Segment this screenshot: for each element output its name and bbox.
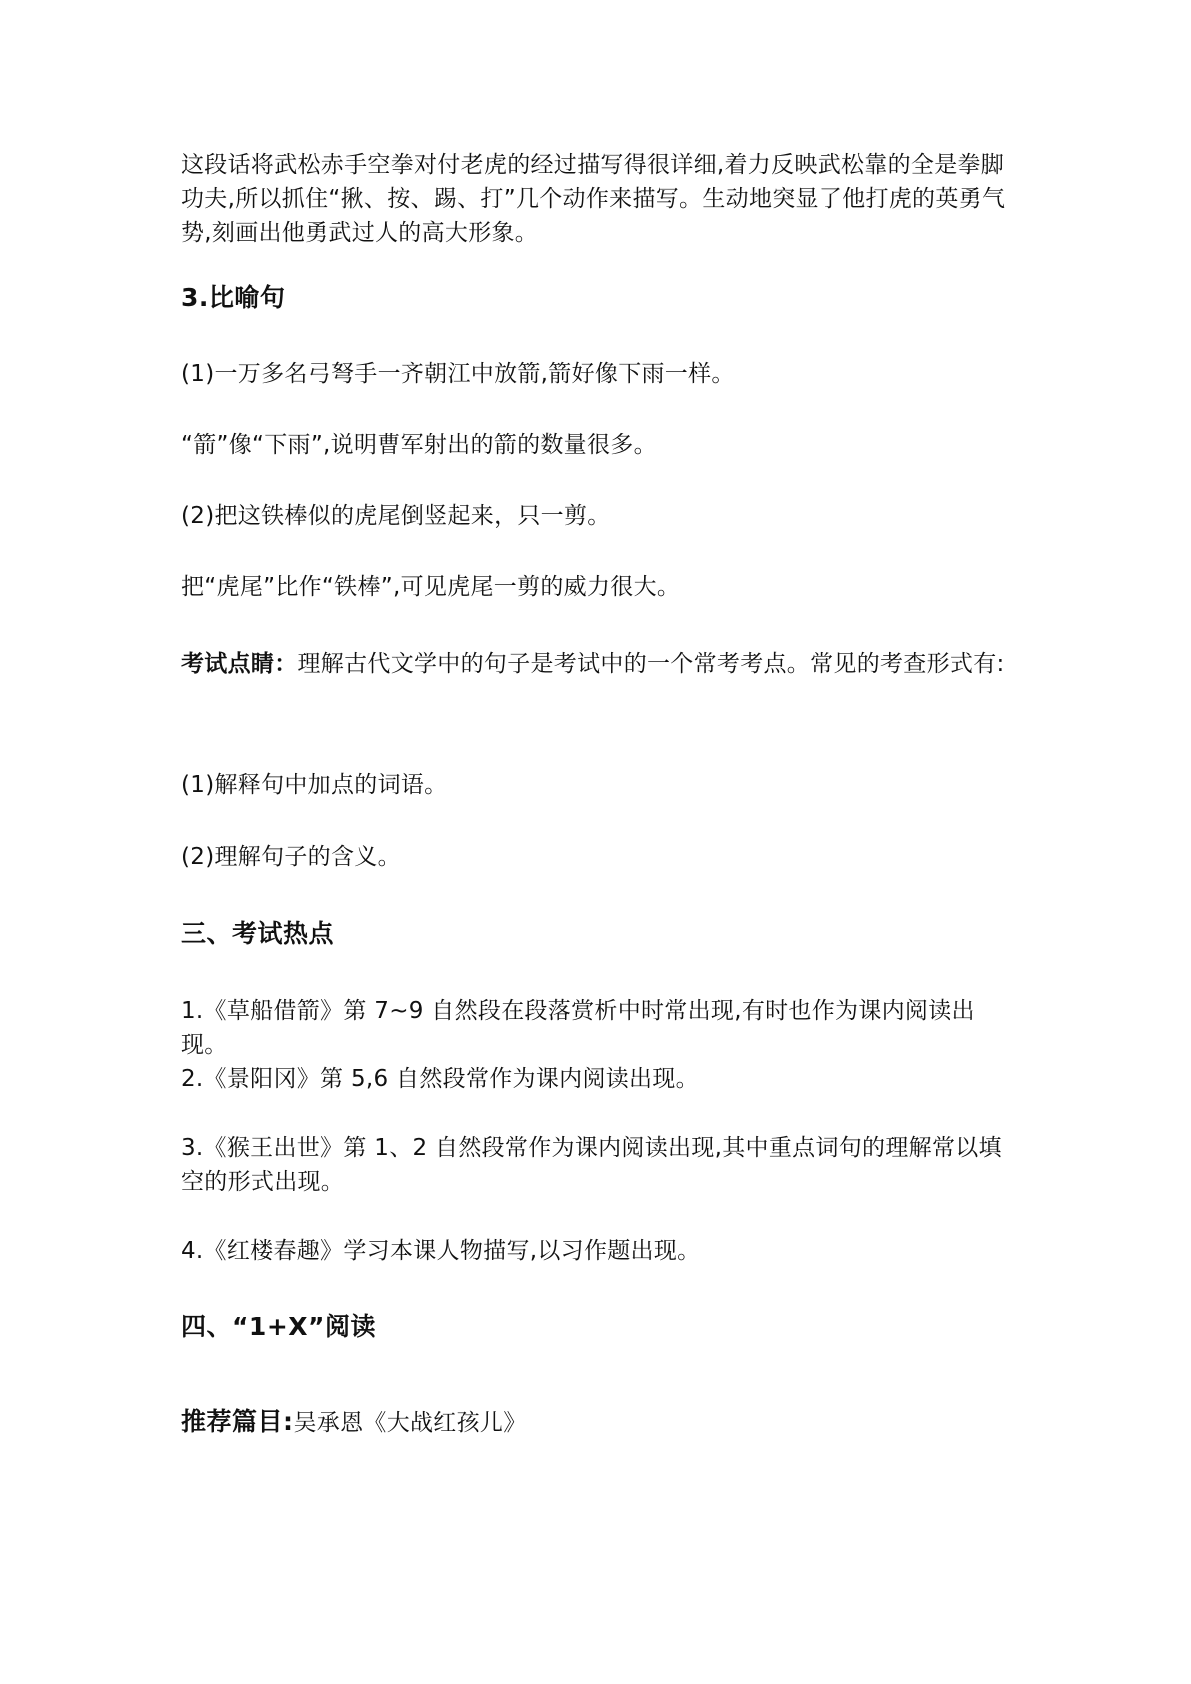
hotspots-heading: 三、考试热点 — [181, 919, 335, 948]
metaphor-heading: 3.比喻句 — [181, 283, 286, 312]
exam-focus-item-1: (1)解释句中加点的词语。 — [181, 772, 448, 798]
exam-focus-text: 理解古代文学中的句子是考试中的一个常考考点。常见的考查形式有: — [297, 651, 1005, 677]
recommend-text: 吴承恩《大战红孩儿》 — [293, 1410, 527, 1436]
exam-focus-paragraph — [181, 642, 1021, 686]
metaphor-explanation-1: “箭”像“下雨”,说明曹军射出的箭的数量很多。 — [181, 432, 657, 458]
exam-focus-lead: 考试点睛： — [181, 651, 298, 677]
hotspot-item-4: 4.《红楼春趣》学习本课人物描写,以习作题出现。 — [181, 1238, 701, 1264]
hotspot-item-3: 3.《猴王出世》第 1、2 自然段常作为课内阅读出现,其中重点词句的理解常以填空的形式出现。 — [181, 1135, 1002, 1195]
metaphor-example-1: (1)一万多名弓弩手一齐朝江中放箭,箭好像下雨一样。 — [181, 361, 735, 387]
metaphor-explanation-2: 把“虎尾”比作“铁棒”,可见虎尾一剪的威力很大。 — [181, 574, 681, 600]
hotspot-item-1: 1.《草船借箭》第 7~9 自然段在段落赏析中时常出现,有时也作为课内阅读出现。 — [181, 998, 975, 1058]
recommend-paragraph — [181, 1405, 1021, 1440]
hotspot-item-2: 2.《景阳冈》第 5,6 自然段常作为课内阅读出现。 — [181, 1066, 699, 1092]
exam-focus-item-2: (2)理解句子的含义。 — [181, 844, 401, 870]
reading-heading: 四、“1+X”阅读 — [181, 1312, 376, 1341]
metaphor-example-2: (2)把这铁棒似的虎尾倒竖起来，只一剪。 — [181, 503, 611, 529]
recommend-lead: 推荐篇目: — [181, 1407, 294, 1436]
intro-paragraph: 这段话将武松赤手空拳对付老虎的经过描写得很详细,着力反映武松靠的全是拳脚功夫,所以抓住“揪、按、踢、打”几个动作来描写。生动地突显了他打虎的英勇气势,刻画出他勇武过人的高大形象。 — [181, 152, 1006, 246]
